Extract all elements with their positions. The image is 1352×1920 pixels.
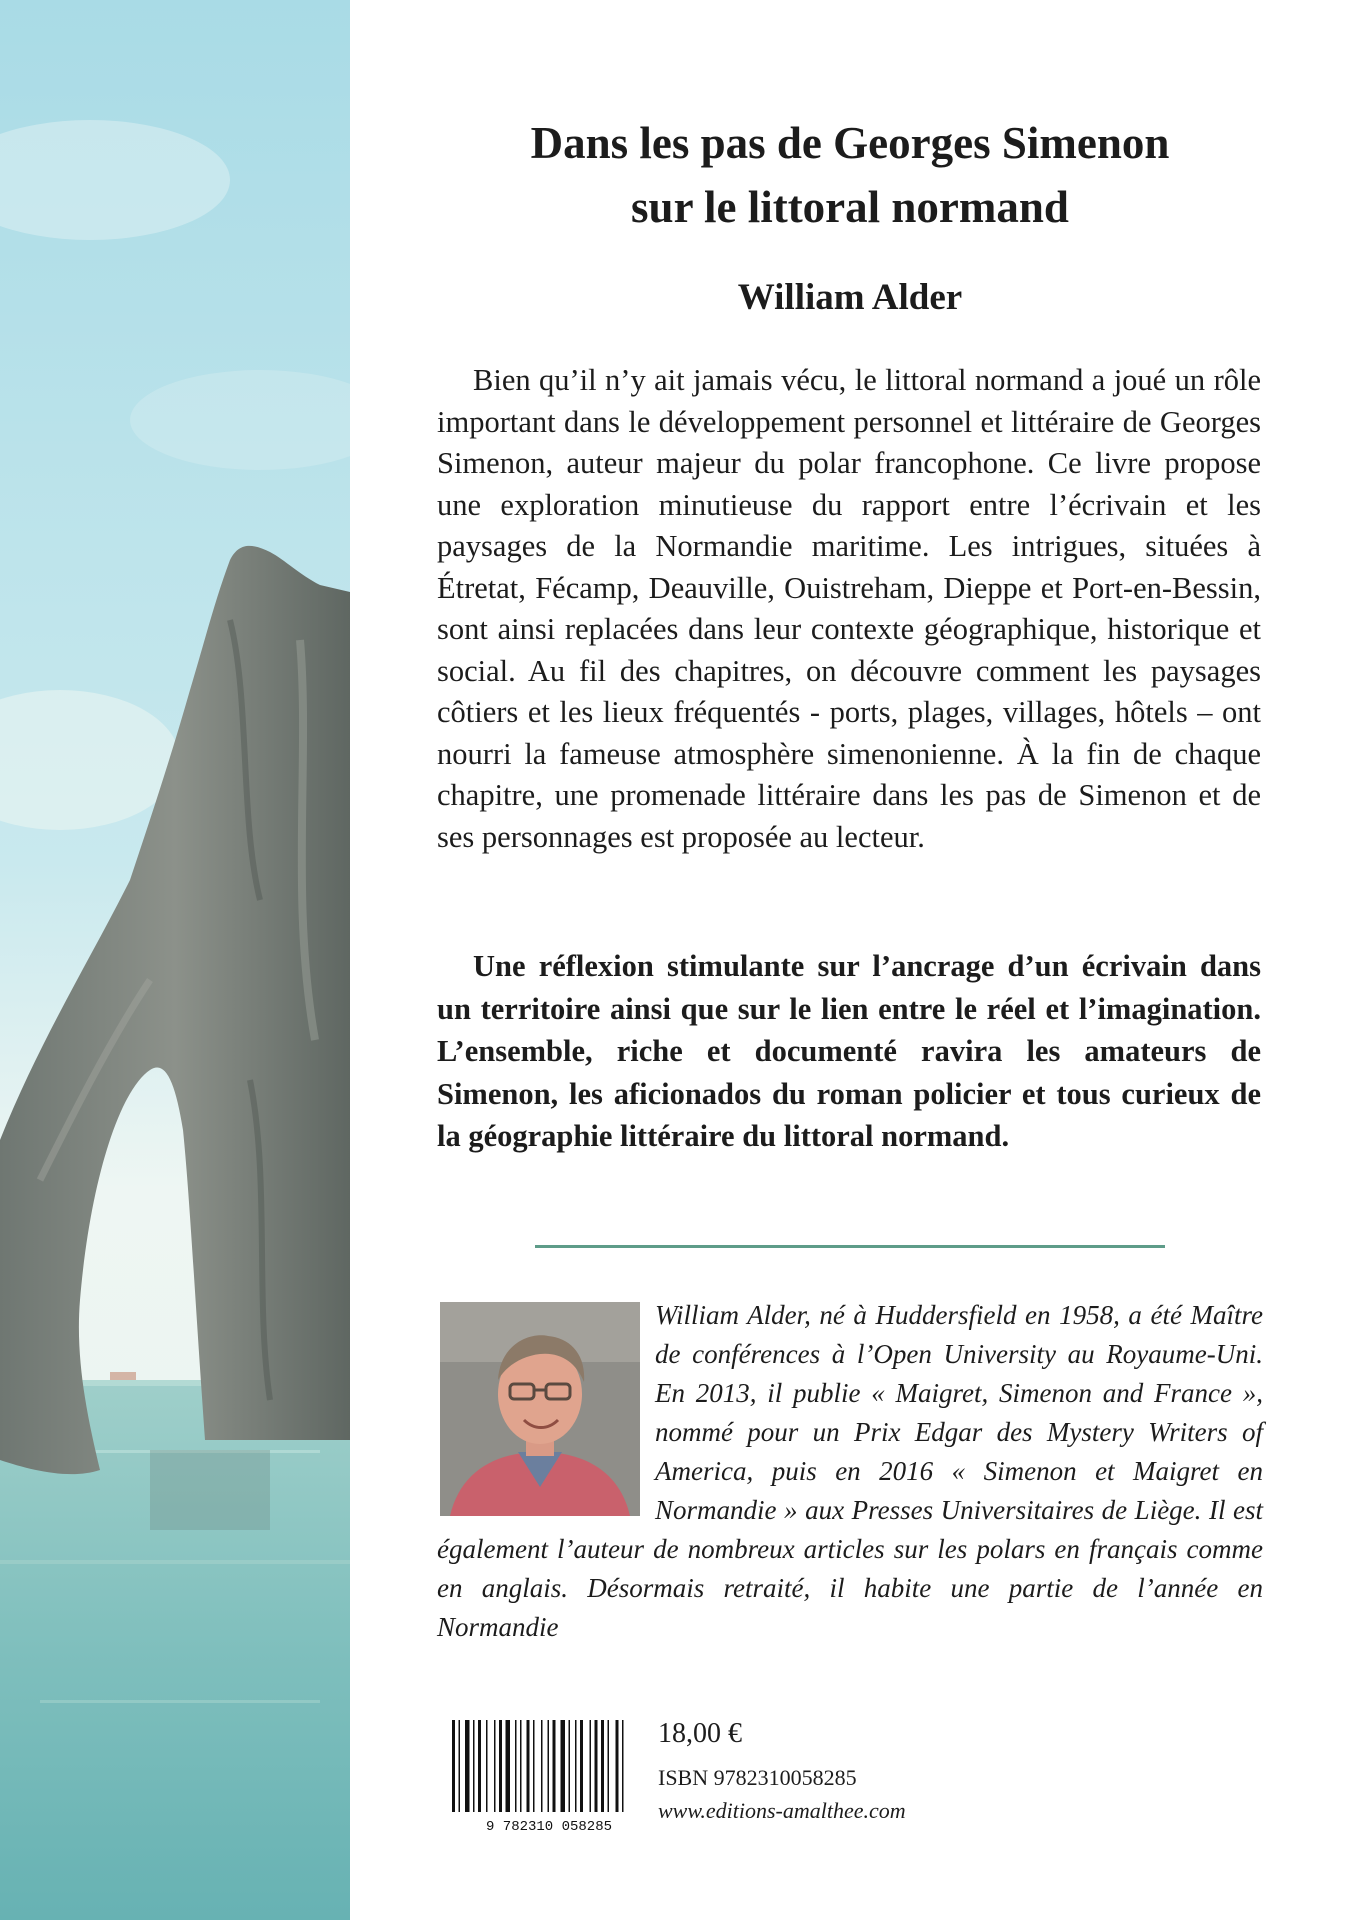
book-pitch: Une réflexion stimulante sur l’ancrage d’un écrivain dans un territoire ainsi que sur le lien entre le réel et l’imagination. L’ensemble, riche et documenté ravira les amateurs de Simenon, les aficionados du roman policier et tous curieux de la géographie littéraire du littoral normand. xyxy=(437,949,1261,1153)
author-name: William Alder xyxy=(737,277,963,318)
cover-painting xyxy=(0,0,350,1920)
barcode-digits: 9 782310 058285 xyxy=(485,1819,613,1834)
publisher-website[interactable]: www.editions-amalthee.com xyxy=(658,1798,906,1823)
price: 18,00 € xyxy=(658,1718,742,1749)
portrait-spacer xyxy=(437,1296,655,1530)
barcode xyxy=(446,1716,652,1834)
cliff-painting-illustration xyxy=(0,0,350,1920)
back-cover-content xyxy=(350,0,1352,1920)
book-title-line-1: Dans les pas de Georges Simenon xyxy=(530,118,1170,168)
author-biography xyxy=(437,1296,1263,1647)
author-biography-text: William Alder, né à Huddersfield en 1958, a été Maître de conférences à l’Open University au Royaume-Uni. En 2013, il publie « Maigret, Simenon and France », nommé pour un Prix Edgar des Mystery Writers of America, puis en 2016 « Simenon et Maigret en Normandie » aux Presses Universitaires de Liège. Il est également l’auteur de nombreux articles sur les polars en français comme en anglais. Désormais retraité, il habite une partie de l’année en Normandie xyxy=(437,1300,1263,1642)
book-title-line-2: sur le littoral normand xyxy=(631,182,1069,232)
isbn: ISBN 9782310058285 xyxy=(658,1765,857,1790)
book-summary: Bien qu’il n’y ait jamais vécu, le littoral normand a joué un rôle important dans le développement personnel et littéraire de Georges Simenon, auteur majeur du polar francophone. Ce livre propose une exploration minutieuse du rapport entre l’écrivain et les paysages de la Normandie maritime. Les intrigues, situées à Étretat, Fécamp, Deauville, Ouistreham, Dieppe et Port-en-Bessin, sont ainsi replacées dans leur contexte géographique, historique et social. Au fil des chapitres, on découvre comment les paysages côtiers et les lieux fréquentés - ports, plages, villages, hôtels – ont nourri la fameuse atmosphère simenonienne. À la fin de chaque chapitre, une promenade littéraire dans les pas de Simenon et de ses personnages est proposée au lecteur. xyxy=(437,363,1261,854)
section-divider xyxy=(535,1245,1165,1248)
